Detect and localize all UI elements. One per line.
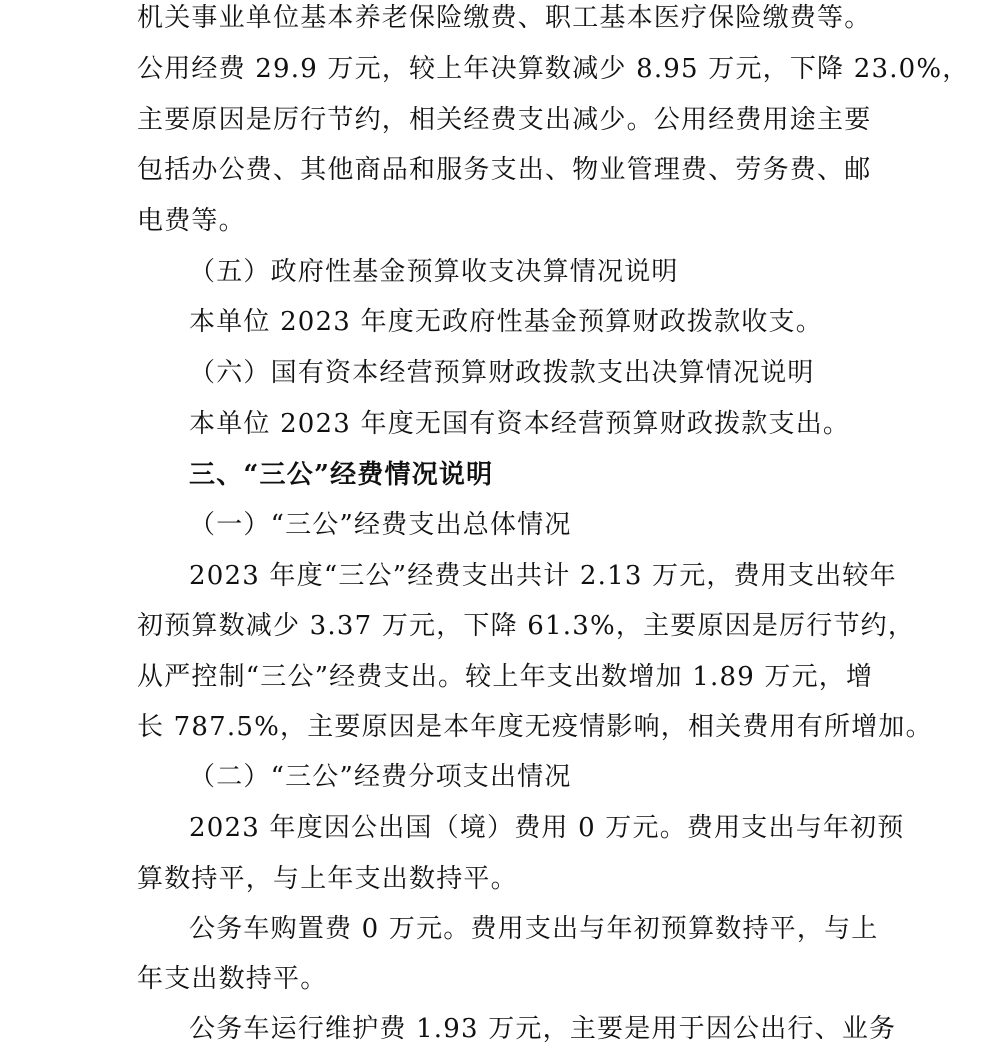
paragraph-line: 公用经费 29.9 万元，较上年决算数减少 8.95 万元，下降 23.0%， — [137, 54, 970, 84]
section-heading-three-public: 三、“三公”经费情况说明 — [189, 460, 494, 490]
paragraph-line: 长 787.5%，主要原因是本年度无疫情影响，相关费用有所增加。 — [137, 712, 933, 742]
paragraph-line: 2023 年度因公出国（境）费用 0 万元。费用支出与年初预 — [189, 813, 905, 843]
paragraph-line: 算数持平，与上年支出数持平。 — [137, 864, 518, 894]
paragraph-line: 机关事业单位基本养老保险缴费、职工基本医疗保险缴费等。 — [137, 3, 872, 33]
paragraph-line: 本单位 2023 年度无政府性基金预算财政拨款收支。 — [189, 307, 823, 337]
paragraph-line: 公务车运行维护费 1.93 万元，主要是用于因公出行、业务 — [189, 1014, 897, 1044]
subsection-heading-2: （二）“三公”经费分项支出情况 — [189, 762, 572, 792]
paragraph-line: 初预算数减少 3.37 万元，下降 61.3%，主要原因是厉行节约， — [137, 611, 916, 641]
paragraph-line: 2023 年度“三公”经费支出共计 2.13 万元，费用支出较年 — [189, 561, 897, 591]
paragraph-line: 年支出数持平。 — [137, 964, 328, 994]
paragraph-line: 电费等。 — [137, 206, 246, 236]
section-heading-5: （五）政府性基金预算收支决算情况说明 — [189, 257, 679, 287]
subsection-heading-1: （一）“三公”经费支出总体情况 — [189, 510, 572, 540]
section-heading-6: （六）国有资本经营预算财政拨款支出决算情况说明 — [189, 358, 815, 388]
paragraph-line: 从严控制“三公”经费支出。较上年支出数增加 1.89 万元，增 — [137, 662, 874, 692]
paragraph-line: 本单位 2023 年度无国有资本经营预算财政拨款支出。 — [189, 409, 851, 439]
paragraph-line: 包括办公费、其他商品和服务支出、物业管理费、劳务费、邮 — [137, 155, 872, 185]
paragraph-line: 公务车购置费 0 万元。费用支出与年初预算数持平，与上 — [189, 914, 879, 944]
paragraph-line: 主要原因是厉行节约，相关经费支出减少。公用经费用途主要 — [137, 105, 872, 135]
